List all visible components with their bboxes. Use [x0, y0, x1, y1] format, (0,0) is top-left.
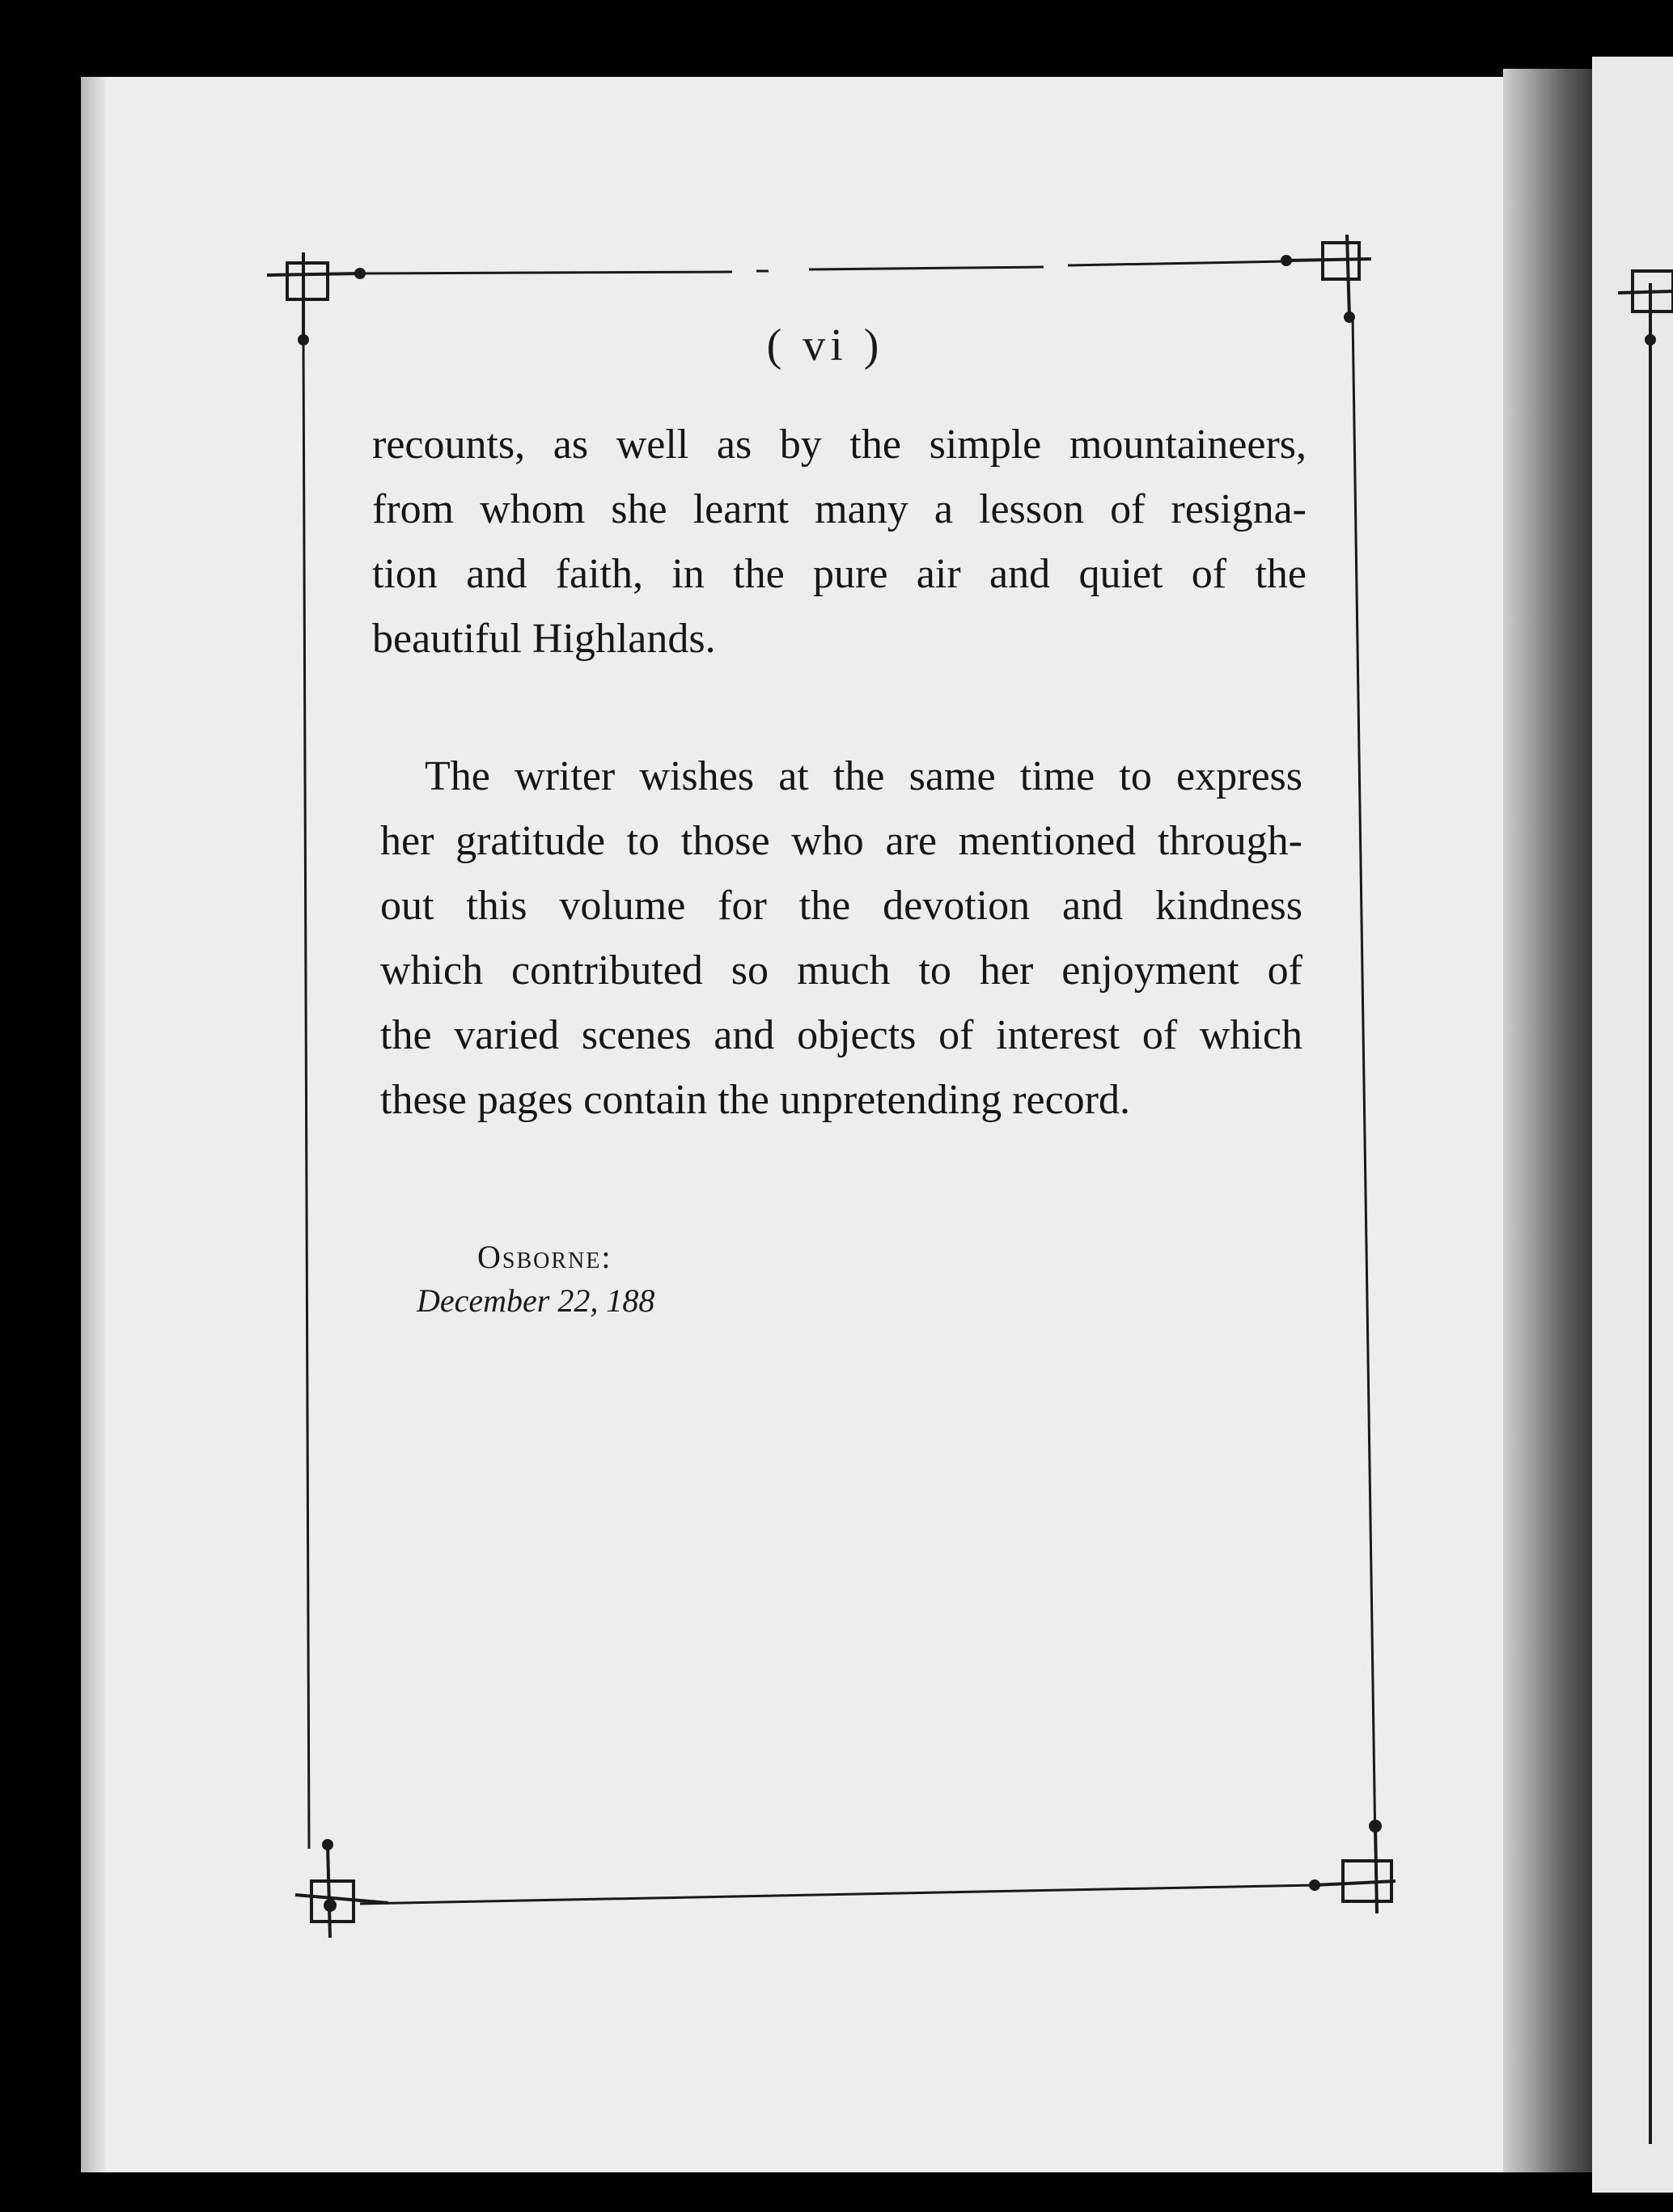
frame-top-rule-left — [360, 272, 732, 273]
page-number: ( vi ) — [766, 320, 884, 371]
paragraph-line: her gratitude to those who are mentioned through- — [380, 818, 1302, 864]
signature-date: December 22, 188 — [417, 1282, 655, 1319]
corner-ornament-bottom-right — [1311, 1821, 1396, 1913]
paragraph-1 — [372, 413, 1307, 672]
frame-right-rule — [1353, 316, 1375, 1849]
corner-ornament-bottom-left — [295, 1841, 388, 1938]
paragraph-line: these pages contain the unpretending record. — [380, 1077, 1130, 1123]
corner-ornament-top-right — [1282, 235, 1371, 321]
paragraph-2 — [380, 744, 1302, 1133]
corner-ornament-top-left — [267, 252, 364, 344]
signature-place: Osborne: — [477, 1239, 612, 1275]
paragraph-line: the varied scenes and objects of interest of which — [380, 1012, 1302, 1058]
paragraph-line: The writer wishes at the same time to express — [425, 753, 1302, 799]
paragraph-line: tion and faith, in the pure air and quiet of the — [372, 551, 1307, 597]
paragraph-line: recounts, as well as by the simple mountaineers, — [372, 422, 1307, 468]
frame-left-rule — [303, 340, 309, 1849]
paragraph-line: beautiful Highlands. — [372, 616, 716, 662]
paragraph-line: out this volume for the devotion and kindness — [380, 883, 1302, 929]
paragraph-line: from whom she learnt many a lesson of resigna- — [372, 486, 1307, 532]
frame-bottom-rule — [360, 1885, 1315, 1904]
paragraph-line: which contributed so much to her enjoyment of — [380, 947, 1302, 994]
facing-page-corner-ornament — [1618, 271, 1673, 344]
frame-top-rule-middle — [809, 267, 1044, 269]
frame-top-rule-right — [1068, 261, 1286, 265]
